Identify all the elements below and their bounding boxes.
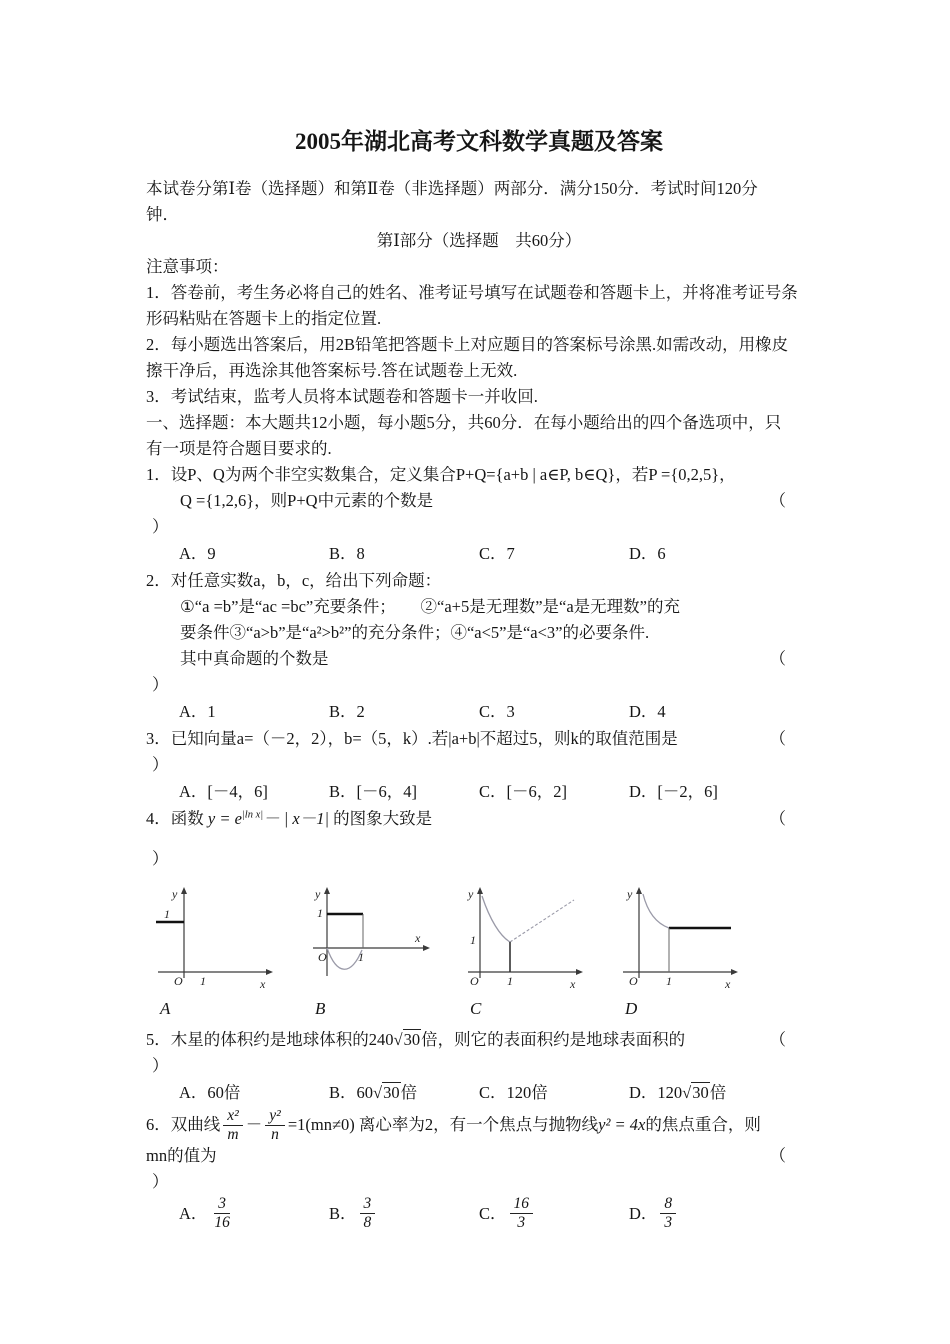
- q2-close-paren: ）: [152, 675, 169, 695]
- q1-stem-line-1: 1．设P、Q为两个非空实数集合，定义集合P+Q={a+b | a∈P, b∈Q}，若P ={0,2,5}，: [146, 465, 736, 485]
- q2-stem-line-4-text: 其中真命题的个数是: [180, 649, 329, 669]
- option-radical: [373, 1080, 401, 1106]
- option-label: B．: [329, 1082, 357, 1102]
- y-tick-1: 1: [470, 933, 476, 948]
- q6-parabola-equation: y² = 4x: [598, 1115, 646, 1135]
- graph-b-label: B: [315, 999, 326, 1019]
- radical-sign: √: [393, 1029, 403, 1049]
- q5-stem-pre: 5．木星的体积约是地球体积的: [146, 1029, 369, 1049]
- x-axis-arrow-icon: [266, 969, 273, 975]
- fraction-denominator: 8: [363, 1214, 372, 1232]
- fraction-denominator: 3: [664, 1214, 673, 1232]
- option-label: D．: [629, 1203, 658, 1223]
- graph-option-d: [617, 884, 745, 1023]
- option-radical: [682, 1080, 710, 1106]
- fraction-numerator: 3: [360, 1195, 376, 1214]
- option-label: C．: [479, 1082, 507, 1102]
- fraction-numerator: 3: [214, 1195, 230, 1214]
- q5-stem: [146, 1027, 812, 1053]
- graph-b-curve: [327, 948, 362, 969]
- x-axis-label: x: [570, 977, 576, 992]
- q5-stem-post: 倍，则它的表面积约是地球表面积的: [421, 1029, 686, 1049]
- fraction-denominator: 3: [517, 1214, 526, 1232]
- q3-open-paren: （: [769, 729, 786, 749]
- section1-intro-line-2: 有一项是符合题目要求的.: [146, 439, 332, 459]
- q3-option-c: C．[－6，2]: [479, 782, 567, 802]
- q6-options: [146, 1195, 812, 1232]
- fraction-denominator: m: [227, 1125, 239, 1143]
- q2-open-paren: （: [769, 649, 786, 669]
- fraction-numerator: x²: [223, 1107, 243, 1126]
- graph-a-axes: [158, 892, 268, 978]
- section1-intro-line-1: 一、选择题：本大题共12小题，每小题5分，共60分．在每小题给出的四个备选项中，只: [146, 413, 782, 433]
- origin-label: O: [470, 974, 479, 989]
- y-tick-1: 1: [317, 906, 323, 921]
- x-tick-1: 1: [358, 950, 364, 965]
- q5-option-b: [329, 1080, 479, 1106]
- origin-label: O: [318, 950, 327, 965]
- q4-open-paren: （: [769, 809, 786, 829]
- note-2-line-2: 擦干净后，再选涂其他答案标号.答在试题卷上无效.: [146, 361, 518, 381]
- q2-option-a: A．1: [179, 702, 216, 722]
- q1-option-a: A．9: [179, 544, 216, 564]
- graph-c-plot: [462, 884, 590, 996]
- q5-close-paren: ）: [152, 1055, 169, 1075]
- y-tick-1: 1: [164, 907, 170, 922]
- question-4: [146, 806, 812, 1023]
- y-axis-label: y: [315, 887, 321, 902]
- q4-formula: [208, 809, 329, 828]
- graph-b-plot: [307, 884, 435, 996]
- q4-stem: [146, 806, 812, 846]
- option-label: B．: [329, 1203, 357, 1223]
- q1-option-b: B．8: [329, 544, 365, 564]
- x-axis-label: x: [415, 931, 421, 946]
- q6-close-paren: ）: [152, 1172, 169, 1192]
- q6-fraction-2: [265, 1107, 285, 1144]
- notes-title: 注意事项：: [146, 257, 229, 277]
- q4-formula-exponent: |ln x|: [241, 809, 264, 821]
- y-axis-label: y: [627, 887, 633, 902]
- note-1-line-1: 1．答卷前，考生务必将自己的姓名、准考证号填写在试题卷和答题卡上，并将准考证号条: [146, 283, 798, 303]
- option-value: 60: [207, 1082, 224, 1102]
- y-axis-label: y: [468, 887, 474, 902]
- graph-option-a: [152, 884, 280, 1023]
- y-axis-label: y: [172, 887, 178, 902]
- y-axis-arrow-icon: [636, 887, 642, 894]
- q5-radicand: 30: [403, 1029, 421, 1049]
- q5-option-a: [179, 1080, 329, 1106]
- q6-stem-line-2-text: mn的值为: [146, 1146, 217, 1166]
- question-2: [146, 568, 812, 726]
- graph-d-plot: [617, 884, 745, 996]
- origin-label: O: [629, 974, 638, 989]
- q5-open-paren: （: [769, 1029, 786, 1049]
- graph-c-curve: [482, 896, 510, 942]
- graph-a-label: A: [160, 999, 171, 1019]
- q4-stem-post: 的图象大致是: [333, 809, 433, 829]
- q4-close-paren: ）: [152, 849, 169, 869]
- q6-stem-line-1: [146, 1107, 812, 1144]
- note-2-line-1: 2．每小题选出答案后，用2B铅笔把答题卡上对应题目的答案标号涂黑.如需改动，用橡皮: [146, 335, 789, 355]
- graph-d-curve: [643, 894, 669, 928]
- q1-stem-line-2-text: Q ={1,2,6}，则P+Q中元素的个数是: [180, 491, 434, 511]
- intro-line-1: 本试卷分第Ⅰ卷（选择题）和第Ⅱ卷（非选择题）两部分．满分150分．考试时间120分: [146, 179, 758, 199]
- x-axis-arrow-icon: [576, 969, 583, 975]
- q5-coefficient: 240: [368, 1029, 394, 1049]
- q3-option-a: A．[－4，6]: [179, 782, 268, 802]
- q3-option-d: D．[－2，6]: [629, 782, 718, 802]
- q6-stem-pre: 6．双曲线: [146, 1115, 221, 1135]
- graph-d-axes: [623, 892, 733, 978]
- q1-open-paren: （: [769, 491, 786, 511]
- q1-option-d: D．6: [629, 544, 666, 564]
- graph-c-rising-line: [510, 900, 574, 942]
- q6-stem-line-2: [146, 1143, 812, 1169]
- y-axis-arrow-icon: [477, 887, 483, 894]
- q5-radical: [394, 1029, 422, 1049]
- origin-label: O: [174, 974, 183, 989]
- q4-formula-tail: － | x－1|: [263, 809, 330, 829]
- q6-fraction-1: [223, 1107, 243, 1144]
- q5-option-c: [479, 1080, 629, 1106]
- q4-graphs: [152, 884, 812, 1023]
- q6-open-paren: （: [769, 1146, 786, 1166]
- option-unit: 倍: [531, 1082, 548, 1102]
- q5-options: [146, 1079, 812, 1107]
- section-header: 第Ⅰ部分（选择题 共60分）: [376, 231, 582, 251]
- q6-stem-mid: =1(mn≠0) 离心率为2，有一个焦点与抛物线: [287, 1115, 599, 1135]
- q3-option-b: B．[－6，4]: [329, 782, 417, 802]
- option-label: C．: [479, 1203, 507, 1223]
- fraction-denominator: n: [271, 1125, 279, 1143]
- q5-option-d: [629, 1080, 726, 1106]
- q1-options: [146, 540, 812, 568]
- option-radicand: 30: [692, 1082, 709, 1102]
- q6-option-b: [329, 1195, 479, 1232]
- option-fraction: [360, 1195, 376, 1232]
- q6-option-d: [629, 1195, 679, 1232]
- q2-stem-line-2: ①“a =b”是“ac =bc”充要条件； ②“a+5是无理数”是“a是无理数”的充: [180, 597, 680, 617]
- intro-line-2: 钟．: [146, 205, 179, 225]
- q3-close-paren: ）: [152, 755, 169, 775]
- q6-option-c: [479, 1195, 629, 1232]
- fraction-numerator: 8: [660, 1195, 676, 1214]
- option-radicand: 30: [383, 1082, 400, 1102]
- x-axis-label: x: [725, 977, 731, 992]
- option-fraction: [510, 1195, 534, 1232]
- graph-a-plot: [152, 884, 280, 996]
- option-unit: 倍: [709, 1082, 727, 1102]
- note-1-line-2: 形码粘贴在答题卡上的指定位置.: [146, 309, 382, 329]
- graph-option-b: [307, 884, 435, 1023]
- q3-stem: [146, 726, 812, 752]
- q2-option-c: C．3: [479, 702, 515, 722]
- question-5: [146, 1027, 812, 1107]
- option-label: A．: [179, 1082, 208, 1102]
- y-axis-arrow-icon: [324, 887, 330, 894]
- x-tick-1: 1: [666, 974, 672, 989]
- q3-options: [146, 778, 812, 806]
- q2-stem-line-1: 2．对任意实数a，b，c，给出下列命题：: [146, 571, 442, 591]
- radical-sign: √: [682, 1082, 692, 1102]
- q1-stem-line-2: [146, 488, 812, 514]
- x-tick-1: 1: [200, 974, 206, 989]
- x-axis-arrow-icon: [423, 945, 430, 951]
- q6-minus-sign: －: [245, 1115, 263, 1135]
- q2-options: [146, 698, 812, 726]
- q3-stem-text: 3．已知向量a=（－2，2），b=（5，k）.若|a+b|不超过5，则k的取值范围是: [146, 729, 678, 749]
- option-label: D．: [629, 1082, 658, 1102]
- graph-option-c: [462, 884, 590, 1023]
- option-fraction: [210, 1195, 234, 1232]
- fraction-denominator: 16: [214, 1214, 230, 1232]
- graph-d-label: D: [625, 999, 638, 1019]
- q6-option-a: [179, 1195, 329, 1232]
- fraction-numerator: 16: [510, 1195, 534, 1214]
- y-axis-arrow-icon: [181, 887, 187, 894]
- question-1: [146, 462, 812, 568]
- q4-formula-base: y = e: [207, 809, 242, 829]
- q2-option-d: D．4: [629, 702, 666, 722]
- q1-close-paren: ）: [152, 517, 169, 537]
- option-value: 120: [506, 1082, 532, 1102]
- option-unit: 倍: [400, 1082, 418, 1102]
- graph-b-axes: [313, 892, 425, 976]
- note-3: 3．考试结束，监考人员将本试题卷和答题卡一并收回.: [146, 387, 538, 407]
- question-3: [146, 726, 812, 806]
- q1-option-c: C．7: [479, 544, 515, 564]
- option-unit: 倍: [223, 1082, 241, 1102]
- question-6: [146, 1107, 812, 1232]
- q6-stem-tail: 的焦点重合，则: [645, 1115, 761, 1135]
- q2-stem-line-4: [146, 646, 812, 672]
- q2-option-b: B．2: [329, 702, 365, 722]
- fraction-numerator: y²: [265, 1107, 285, 1126]
- graph-c-label: C: [470, 999, 482, 1019]
- radical-sign: √: [373, 1082, 383, 1102]
- option-value: 60: [356, 1082, 374, 1102]
- x-tick-1: 1: [507, 974, 513, 989]
- q2-stem-line-3: 要条件③“a>b”是“a²>b²”的充分条件；④“a<5”是“a<3”的必要条件.: [180, 623, 650, 643]
- option-label: A．: [179, 1203, 208, 1223]
- option-value: 120: [657, 1082, 683, 1102]
- x-axis-label: x: [260, 977, 266, 992]
- x-axis-arrow-icon: [731, 969, 738, 975]
- doc-title: 2005年湖北高考文科数学真题及答案: [295, 129, 663, 154]
- q4-stem-pre: 4．函数: [146, 809, 204, 829]
- option-fraction: [660, 1195, 676, 1232]
